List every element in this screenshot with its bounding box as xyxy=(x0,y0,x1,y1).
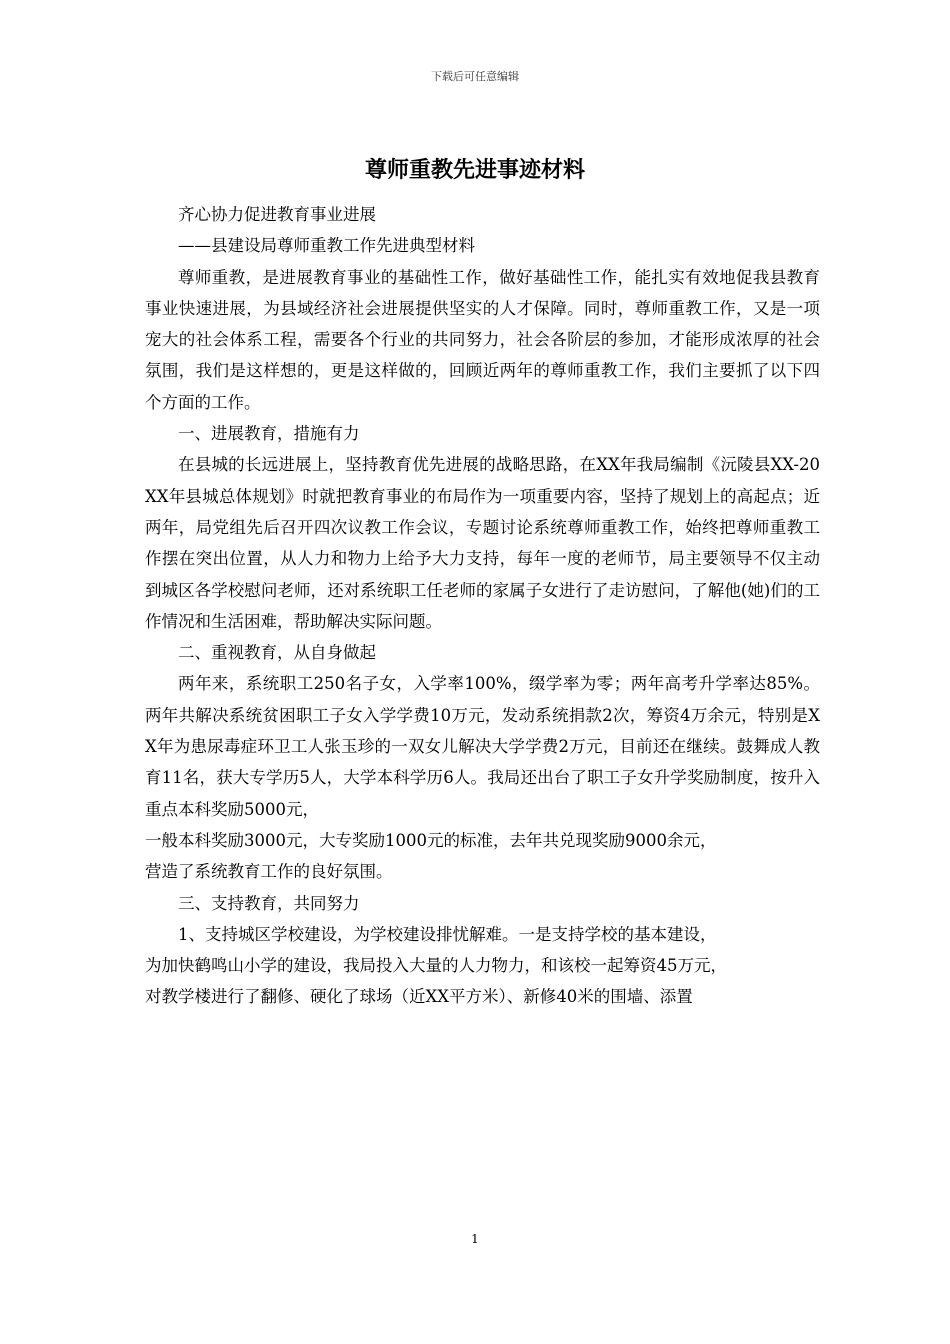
document-title: 尊师重教先进事迹材料 xyxy=(364,157,585,183)
section-heading: 二、重视教育，从自身做起 xyxy=(178,643,376,663)
page-number: 1 xyxy=(471,1232,479,1246)
document-body xyxy=(145,199,820,1013)
header-note: 下载后可任意编辑 xyxy=(431,70,519,83)
section-heading: 三、支持教育，共同努力 xyxy=(178,893,360,913)
body-paragraph: 在县城的长远进展上，坚持教育优先进展的战略思路，在XX年我局编制《沅陵县XX-20XX年县城总体规划》时就把教育事业的布局作为一项重要内容，坚持了规划上的高起点；近两年，局党组先后召开四次议教工作会议，专题讨论系统尊师重教工作，始终把尊师重教工作摆在突出位置，从人力和物力上给予大力支持，每年一度的老师节，局主要领导不仅主动到城区各学校慰问老师，还对系统职工任老师的家属子女进行了走访慰问，了解他(她)们的工作情况和生活困难，帮助解决实际问题。 xyxy=(145,455,820,631)
body-paragraph: 尊师重教，是进展教育事业的基础性工作，做好基础性工作，能扎实有效地促我县教育事业快速进展，为县域经济社会进展提供坚实的人才保障。同时，尊师重教工作，又是一项宠大的社会体系工程，需要各个行业的共同努力，社会各阶层的参加，才能形成浓厚的社会氛围，我们是这样想的，更是这样做的，回顾近两年的尊师重教工作，我们主要抓了以下四个方面的工作。 xyxy=(145,267,820,412)
body-paragraph: 两年来，系统职工250名子女，入学率100%，缀学率为零；两年高考升学率达85%。两年共解决系统贫困职工子女入学学费10万元，发动系统捐款2次，筹资4万余元，特别是XX年为患尿毒症环卫工人张玉珍的一双女儿解决大学学费2万元，目前还在继续。鼓舞成人教育11名，获大专学历5人，大学本科学历6人。我局还出台了职工子女升学奖励制度，按升入重点本科奖励5000元， 一般本科奖励3000元，大专奖励1000元的标准，去年共兑现奖励9000余元， 营造了系统教育工作的良好氛围。 xyxy=(145,674,820,882)
subtitle-paragraph: 齐心协力促进教育事业进展 xyxy=(178,205,376,224)
subtitle-paragraph: ——县建设局尊师重教工作先进典型材料 xyxy=(178,236,475,256)
section-heading: 一、进展教育，措施有力 xyxy=(178,424,360,444)
body-paragraph: 1、支持城区学校建设，为学校建设排忧解难。一是支持学校的基本建设， 为加快鹤鸣山小学的建设，我局投入大量的人力物力，和该校一起筹资45万元， 对教学楼进行了翻修、硬化了球场（近XX平方米）、新修40米的围墙、添置 xyxy=(145,924,727,1007)
